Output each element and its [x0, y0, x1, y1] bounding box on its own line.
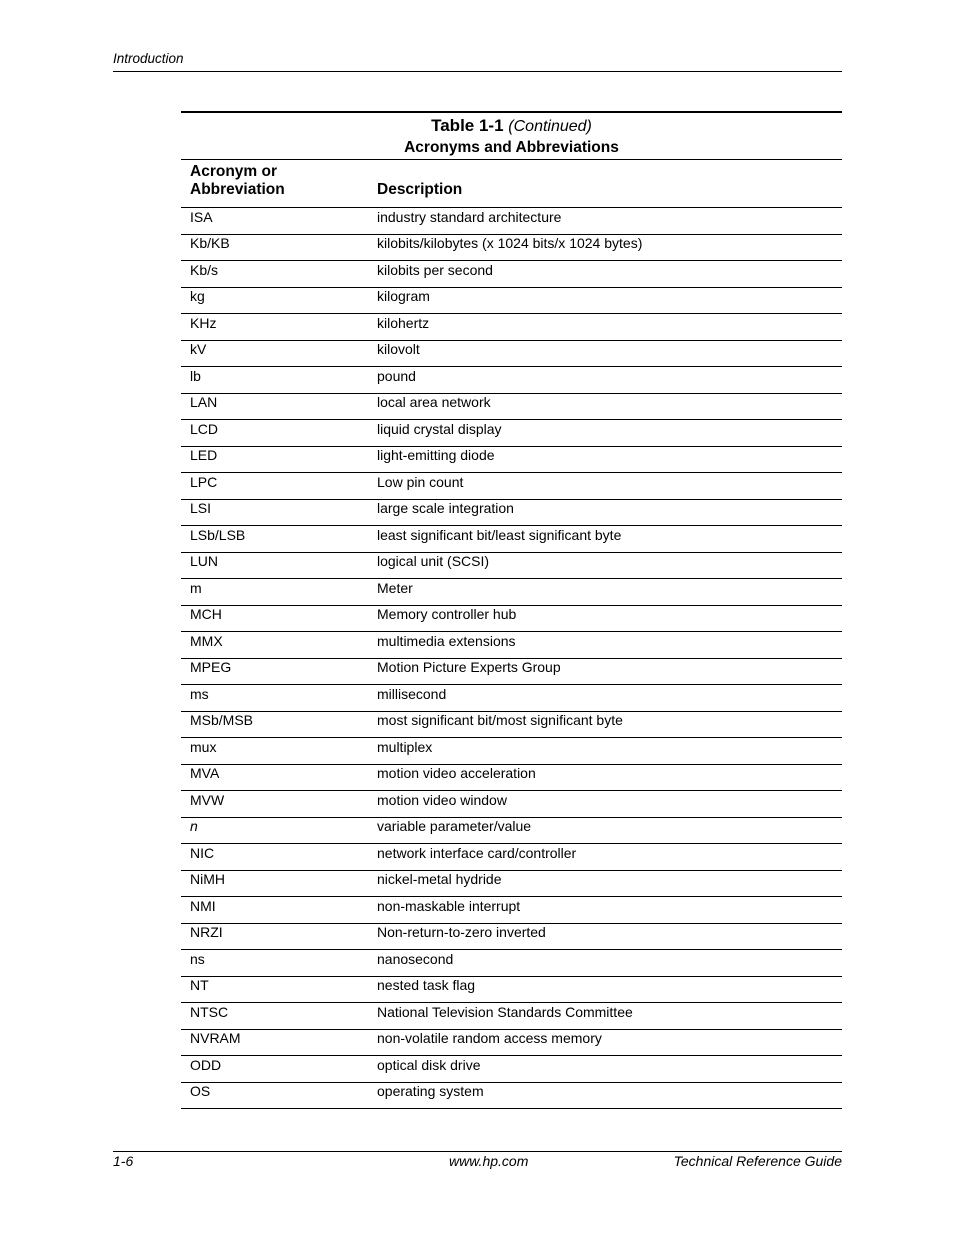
- description-cell: industry standard architecture: [377, 208, 562, 225]
- description-cell: Motion Picture Experts Group: [377, 659, 561, 676]
- acronym-cell: LAN: [190, 394, 218, 411]
- description-cell: most significant bit/most significant byte: [377, 712, 623, 729]
- table-caption: [181, 113, 842, 160]
- table-row: [181, 1083, 842, 1110]
- acronym-cell: ODD: [190, 1056, 222, 1073]
- description-cell: kilogram: [377, 288, 430, 305]
- description-cell: Low pin count: [377, 473, 464, 490]
- table-row: [181, 553, 842, 580]
- acronym-cell: LED: [190, 447, 218, 464]
- acronym-cell: mux: [190, 738, 217, 755]
- acronym-cell: ns: [190, 950, 205, 967]
- acronym-cell: MVA: [190, 765, 220, 782]
- description-cell: motion video window: [377, 791, 507, 808]
- acronym-cell: LCD: [190, 420, 219, 437]
- table-row: [181, 844, 842, 871]
- acronym-cell: LUN: [190, 553, 219, 570]
- table-row: [181, 712, 842, 739]
- acronym-cell: Kb/s: [190, 261, 219, 278]
- table-row: [181, 235, 842, 262]
- description-cell: National Television Standards Committee: [377, 1003, 633, 1020]
- acronyms-table: [181, 111, 842, 1109]
- description-cell: kilobits per second: [377, 261, 493, 278]
- table-row: [181, 1003, 842, 1030]
- description-cell: liquid crystal display: [377, 420, 502, 437]
- footer-doc-title: Technical Reference Guide: [673, 1153, 842, 1169]
- running-header: Introduction: [113, 51, 184, 66]
- acronym-cell: MSb/MSB: [190, 712, 254, 729]
- description-cell: pound: [377, 367, 416, 384]
- acronym-cell: kg: [190, 288, 205, 305]
- description-cell: Memory controller hub: [377, 606, 517, 623]
- table-row: [181, 526, 842, 553]
- table-row: [181, 765, 842, 792]
- description-cell: nanosecond: [377, 950, 454, 967]
- page-number: 1-6: [113, 1153, 134, 1169]
- table-row: [181, 871, 842, 898]
- header-divider: [113, 71, 842, 72]
- table-row: [181, 367, 842, 394]
- description-cell: variable parameter/value: [377, 818, 532, 835]
- description-cell: logical unit (SCSI): [377, 553, 490, 570]
- description-cell: least significant bit/least significant byte: [377, 526, 622, 543]
- table-row: [181, 447, 842, 474]
- acronym-cell: ISA: [190, 208, 213, 225]
- description-cell: nickel-metal hydride: [377, 871, 502, 888]
- description-cell: operating system: [377, 1083, 484, 1100]
- table-row: [181, 659, 842, 686]
- column-header-acronym: Acronym or Abbreviation: [190, 163, 285, 198]
- acronym-cell: NiMH: [190, 871, 225, 888]
- acronym-cell: KHz: [190, 314, 217, 331]
- acronym-cell: LSI: [190, 500, 212, 517]
- acronym-cell: NIC: [190, 844, 215, 861]
- acronym-cell: n: [190, 818, 198, 835]
- acronym-cell: NT: [190, 977, 209, 994]
- description-cell: non-volatile random access memory: [377, 1030, 602, 1047]
- table-header-row: [181, 160, 842, 208]
- description-cell: millisecond: [377, 685, 447, 702]
- table-row: [181, 897, 842, 924]
- acronym-cell: NVRAM: [190, 1030, 241, 1047]
- table-row: [181, 791, 842, 818]
- table-row: [181, 1056, 842, 1083]
- acronym-cell: NMI: [190, 897, 216, 914]
- table-row: [181, 924, 842, 951]
- column-header-description: Description: [377, 181, 463, 198]
- table-row: [181, 473, 842, 500]
- acronym-cell: Kb/KB: [190, 235, 230, 252]
- table-row: [181, 579, 842, 606]
- acronym-cell: OS: [190, 1083, 211, 1100]
- table-row: [181, 1030, 842, 1057]
- table-row: [181, 500, 842, 527]
- acronym-cell: ms: [190, 685, 209, 702]
- acronym-cell: NRZI: [190, 924, 223, 941]
- description-cell: kilovolt: [377, 341, 420, 358]
- description-cell: light-emitting diode: [377, 447, 495, 464]
- acronym-cell: MCH: [190, 606, 222, 623]
- acronym-cell: m: [190, 579, 202, 596]
- table-number: Table 1-1: [431, 116, 504, 135]
- acronym-cell: MMX: [190, 632, 223, 649]
- acronym-cell: MPEG: [190, 659, 232, 676]
- table-body: [181, 208, 842, 1109]
- acronym-cell: lb: [190, 367, 201, 384]
- table-row: [181, 261, 842, 288]
- table-row: [181, 420, 842, 447]
- description-cell: Meter: [377, 579, 413, 596]
- acronym-cell: NTSC: [190, 1003, 229, 1020]
- description-cell: kilohertz: [377, 314, 430, 331]
- footer-divider: [113, 1151, 842, 1152]
- table-row: [181, 632, 842, 659]
- table-row: [181, 977, 842, 1004]
- description-cell: kilobits/kilobytes (x 1024 bits/x 1024 bytes): [377, 235, 643, 252]
- acronym-cell: LSb/LSB: [190, 526, 246, 543]
- description-cell: non-maskable interrupt: [377, 897, 521, 914]
- description-cell: Non-return-to-zero inverted: [377, 924, 546, 941]
- description-cell: nested task flag: [377, 977, 476, 994]
- table-row: [181, 950, 842, 977]
- table-row: [181, 685, 842, 712]
- table-continued: (Continued): [508, 118, 592, 135]
- table-row: [181, 341, 842, 368]
- table-row: [181, 606, 842, 633]
- footer-url: www.hp.com: [449, 1153, 529, 1169]
- table-row: [181, 288, 842, 315]
- description-cell: large scale integration: [377, 500, 514, 517]
- description-cell: optical disk drive: [377, 1056, 481, 1073]
- description-cell: network interface card/controller: [377, 844, 577, 861]
- description-cell: local area network: [377, 394, 491, 411]
- table-row: [181, 208, 842, 235]
- description-cell: multimedia extensions: [377, 632, 516, 649]
- table-row: [181, 738, 842, 765]
- table-row: [181, 818, 842, 845]
- acronym-cell: kV: [190, 341, 207, 358]
- table-row: [181, 394, 842, 421]
- description-cell: multiplex: [377, 738, 433, 755]
- table-row: [181, 314, 842, 341]
- acronym-cell: LPC: [190, 473, 218, 490]
- acronym-cell: MVW: [190, 791, 225, 808]
- description-cell: motion video acceleration: [377, 765, 536, 782]
- table-title: Acronyms and Abbreviations: [404, 139, 619, 156]
